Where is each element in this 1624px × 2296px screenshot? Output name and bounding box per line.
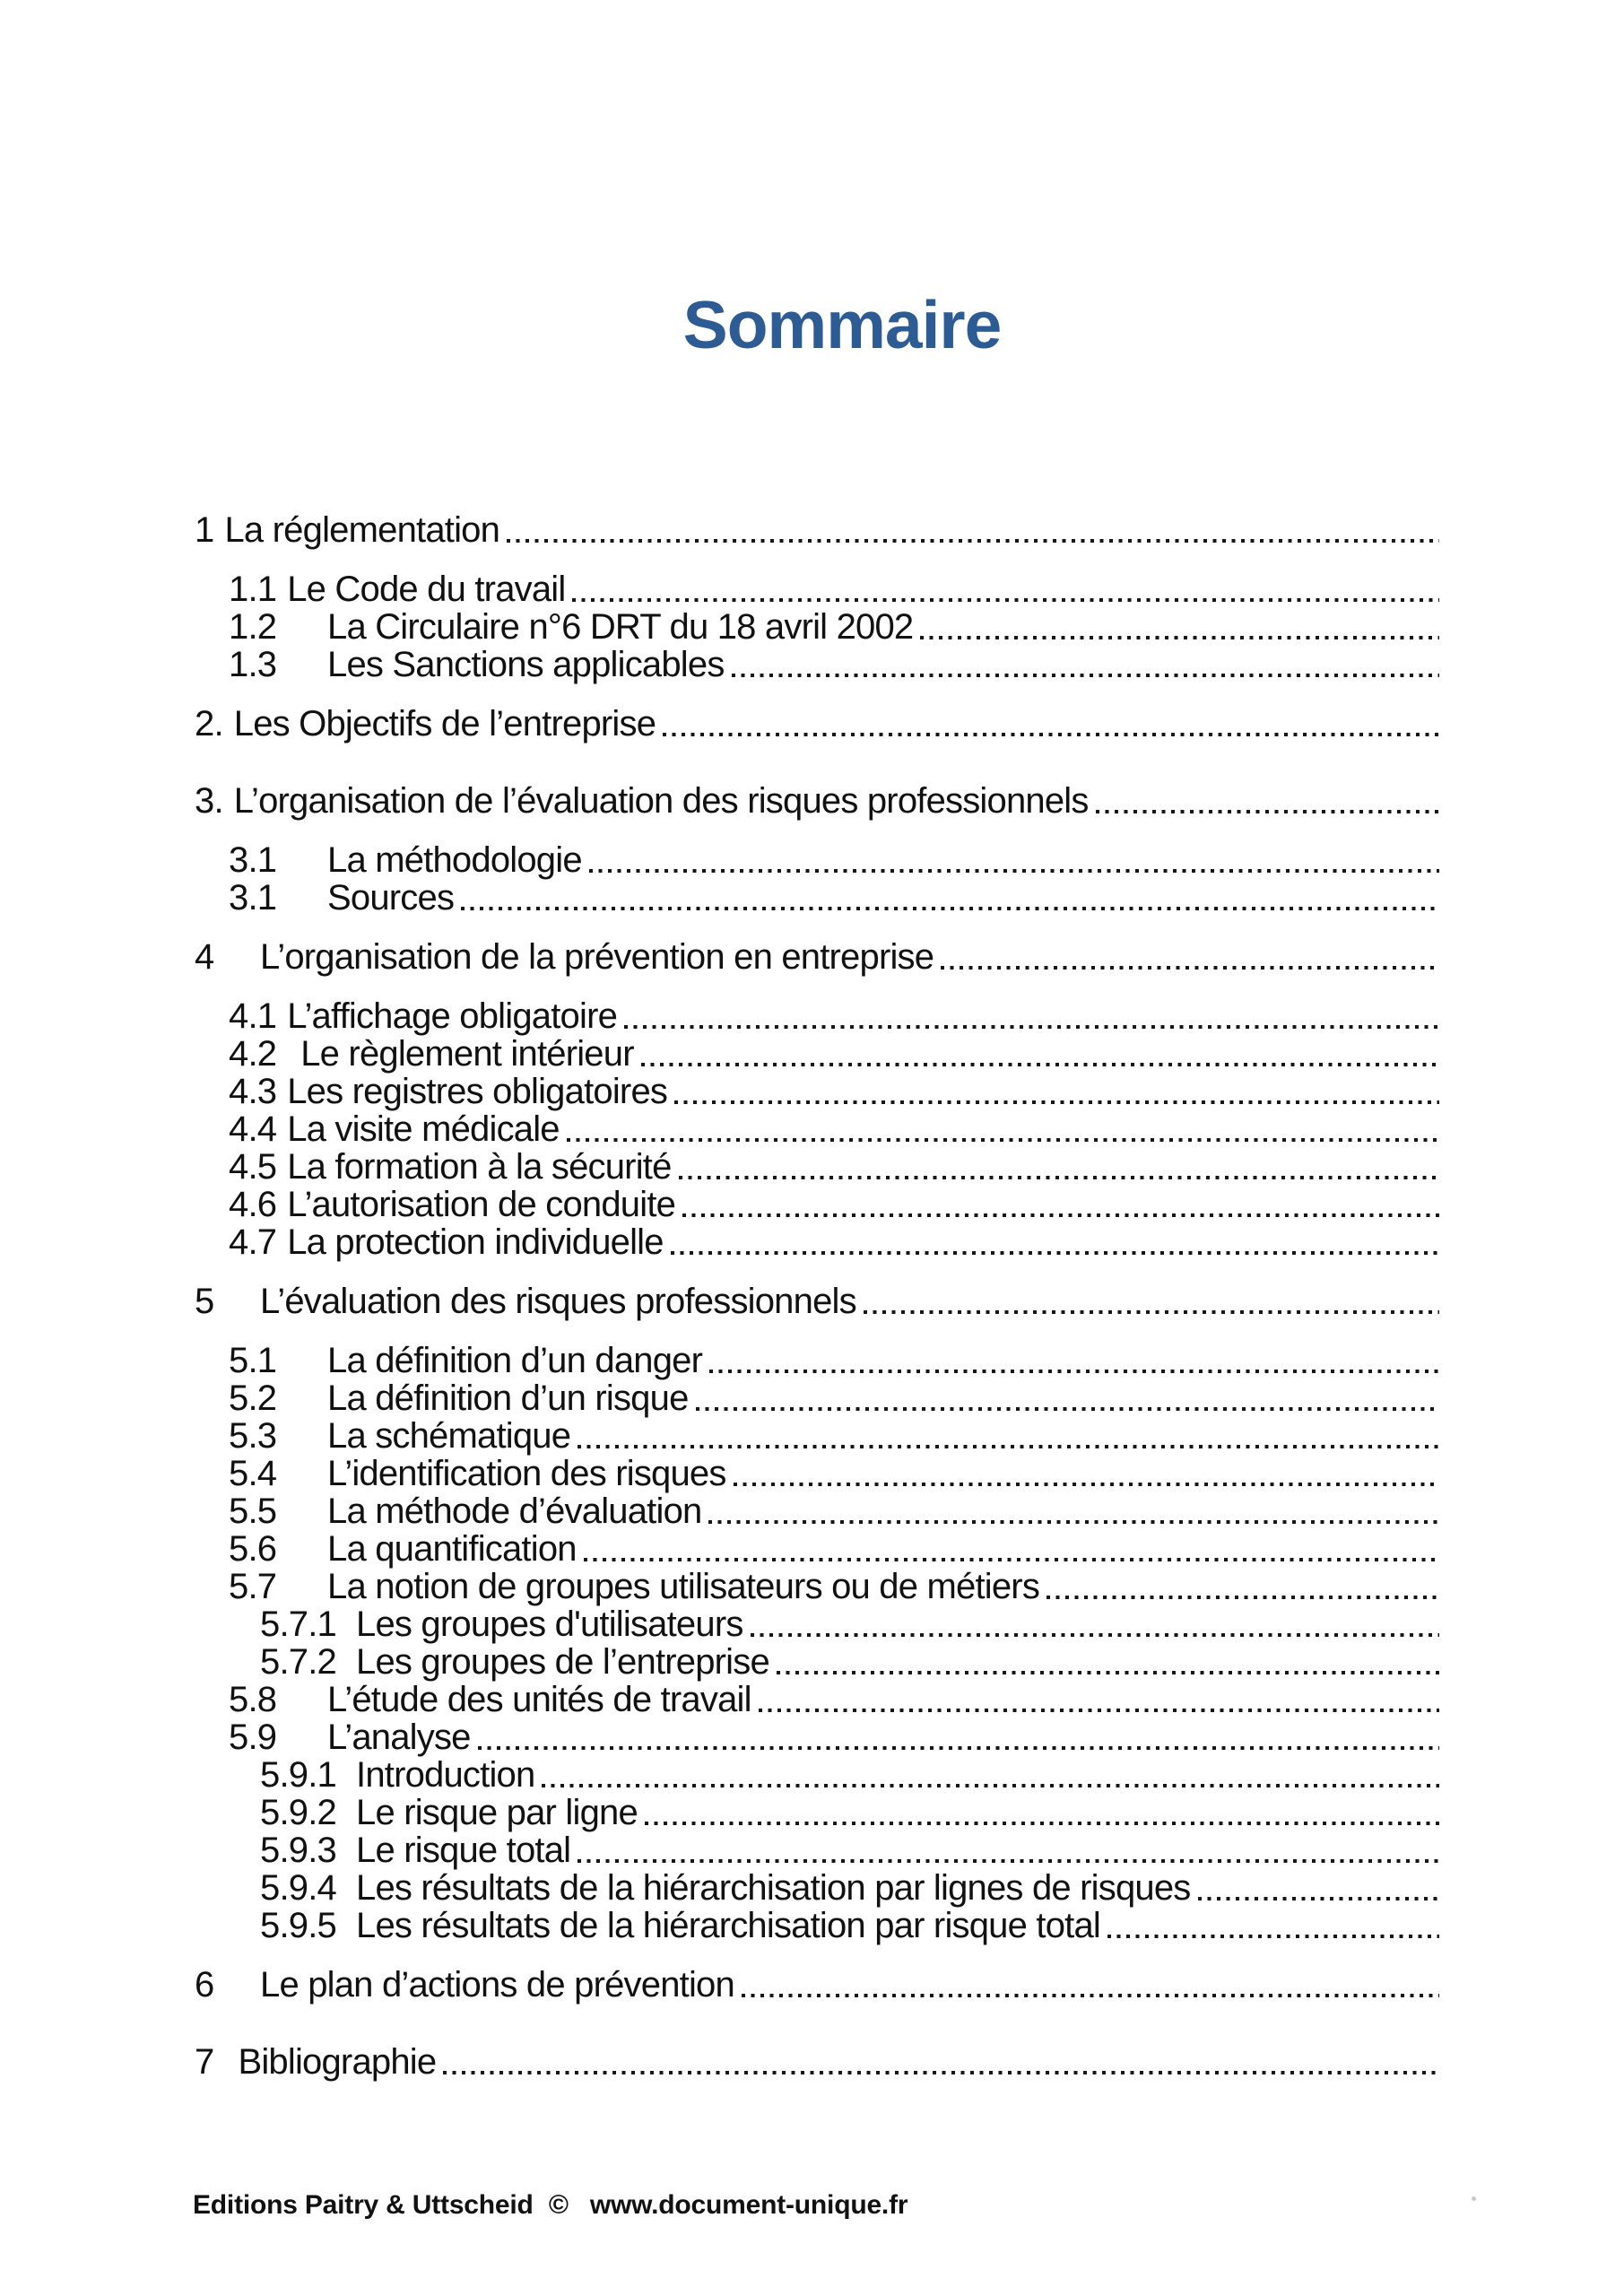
- toc-entry[interactable]: [184, 1035, 1441, 1073]
- toc-entry-label: La définition d’un risque: [327, 1378, 689, 1418]
- dot-leader: [565, 570, 1441, 608]
- toc-entry-label: Le règlement intérieur: [300, 1034, 634, 1074]
- footer-publisher: Editions Paitry & Uttscheid: [193, 2190, 534, 2220]
- toc-entry-number: 5.7.1: [260, 1605, 336, 1644]
- toc-entry-number: 5.9.1: [260, 1755, 336, 1795]
- dot-leader: [701, 1492, 1441, 1530]
- toc-entry-label: Les groupes de l’entreprise: [356, 1642, 769, 1682]
- toc-entry-label: La Circulaire n°6 DRT du 18 avril 2002: [327, 607, 914, 647]
- toc-entry[interactable]: [184, 1907, 1441, 1944]
- dot-leader: [582, 841, 1441, 879]
- toc-entry[interactable]: [184, 1718, 1441, 1756]
- toc-entry-label: L’étude des unités de travail: [327, 1680, 751, 1719]
- toc-entry-label: La protection individuelle: [287, 1222, 664, 1262]
- toc-entry-number: 1: [195, 510, 214, 550]
- toc-entry[interactable]: [184, 646, 1441, 683]
- toc-entry-label: Les résultats de la hiérarchisation par risque total: [356, 1906, 1100, 1945]
- toc-entry-label: Les Sanctions applicables: [327, 645, 725, 684]
- toc-entry-label: La schématique: [327, 1416, 571, 1456]
- dot-leader: [560, 1110, 1441, 1148]
- toc-entry[interactable]: [184, 1223, 1441, 1261]
- page-footer: [193, 2189, 908, 2222]
- dot-leader: [454, 879, 1441, 917]
- dot-leader: [672, 1148, 1441, 1186]
- toc-entry-number: 1.1: [229, 570, 277, 609]
- toc-entry-number: 6: [195, 1965, 214, 2005]
- toc-entry[interactable]: [184, 1148, 1441, 1186]
- toc-entry-number: 3.1: [229, 878, 277, 918]
- toc-entry-label: L’analyse: [327, 1718, 471, 1757]
- toc-entry-number: 5: [195, 1282, 214, 1321]
- toc-entry-number: 4.5: [229, 1147, 277, 1187]
- toc-entry-number: 5.4: [229, 1454, 277, 1493]
- toc-entry[interactable]: [184, 1379, 1441, 1417]
- toc-entry[interactable]: [184, 1342, 1441, 1379]
- toc-entry-label: Les groupes d'utilisateurs: [356, 1605, 743, 1644]
- toc-entry[interactable]: [184, 1643, 1441, 1681]
- toc-entry-label: Bibliographie: [238, 2042, 437, 2082]
- toc-entry-label: L’autorisation de conduite: [287, 1185, 676, 1224]
- toc-entry[interactable]: [184, 1568, 1441, 1605]
- toc-entry-number: 4.4: [229, 1109, 277, 1149]
- dot-leader: [570, 1417, 1441, 1455]
- toc-entry-label: La méthodologie: [327, 840, 582, 880]
- toc-entry-label: La réglementation: [224, 510, 500, 550]
- toc-entry-number: 5.9: [229, 1718, 277, 1757]
- toc-entry-label: Le risque total: [356, 1831, 571, 1870]
- toc-entry[interactable]: [184, 1605, 1441, 1643]
- dot-leader: [702, 1342, 1441, 1379]
- toc-entry[interactable]: [184, 1455, 1441, 1492]
- copyright-icon: ©: [548, 2190, 569, 2220]
- dot-leader: [913, 608, 1441, 646]
- toc-entry-number: 5.9.2: [260, 1793, 336, 1832]
- toc-entry-number: 1.2: [229, 607, 277, 647]
- toc-entry-number: 4.3: [229, 1072, 277, 1111]
- dot-leader: [726, 1455, 1441, 1492]
- toc-entry-label: Introduction: [356, 1755, 535, 1795]
- dot-leader: [856, 1283, 1441, 1320]
- toc-entry-label: Le plan d’actions de prévention: [260, 1965, 734, 2005]
- toc-entry[interactable]: [184, 1283, 1441, 1320]
- toc-entry-number: 5.9.3: [260, 1831, 336, 1870]
- dot-leader: [751, 1681, 1441, 1718]
- toc-entry-label: La formation à la sécurité: [287, 1147, 672, 1187]
- dot-leader: [675, 1186, 1441, 1223]
- dot-leader: [664, 1223, 1441, 1261]
- toc-entry-number: 5.5: [229, 1492, 277, 1531]
- toc-entry-number: 7: [195, 2042, 214, 2082]
- dot-leader: [436, 2043, 1441, 2081]
- footer-website[interactable]: www.document-unique.fr: [589, 2190, 908, 2220]
- page-title: Sommaire: [682, 287, 1002, 362]
- toc-entry[interactable]: [184, 1966, 1441, 2004]
- toc-entry-number: 4.2: [229, 1034, 277, 1074]
- toc-entry-label: Le Code du travail: [287, 570, 566, 609]
- toc-entry[interactable]: [184, 997, 1441, 1035]
- dot-leader: [1089, 782, 1441, 820]
- dot-leader: [570, 1831, 1441, 1869]
- toc-entry[interactable]: [184, 879, 1441, 917]
- toc-entry[interactable]: [184, 1831, 1441, 1869]
- toc-entry-label: La méthode d’évaluation: [327, 1492, 702, 1531]
- toc-entry-label: L’organisation de l’évaluation des risques professionnels: [233, 781, 1089, 821]
- toc-entry[interactable]: [184, 1110, 1441, 1148]
- toc-entry[interactable]: [184, 1869, 1441, 1907]
- toc-entry-number: 3.1: [229, 840, 277, 880]
- toc-entry[interactable]: [184, 570, 1441, 608]
- toc-entry-label: Le risque par ligne: [356, 1793, 638, 1832]
- toc-entry[interactable]: [184, 1681, 1441, 1718]
- toc-entry[interactable]: [184, 1756, 1441, 1794]
- dot-leader: [743, 1605, 1441, 1643]
- toc-entry-label: L’évaluation des risques professionnels: [260, 1282, 856, 1321]
- toc-entry-number: 5.3: [229, 1416, 277, 1456]
- toc-entry-label: La notion de groupes utilisateurs ou de métiers: [327, 1567, 1040, 1606]
- toc-entry-number: 4.7: [229, 1222, 277, 1262]
- toc-entry-number: 5.9.5: [260, 1906, 336, 1945]
- table-of-contents: [184, 511, 1441, 2081]
- toc-entry-number: 3.: [195, 781, 223, 821]
- dot-leader: [725, 646, 1441, 683]
- dot-leader: [1039, 1568, 1441, 1605]
- dot-leader: [638, 1794, 1441, 1831]
- toc-entry-label: La définition d’un danger: [327, 1341, 703, 1380]
- dot-leader: [634, 1035, 1441, 1073]
- dot-leader: [471, 1718, 1441, 1756]
- toc-entry-label: L’organisation de la prévention en entreprise: [260, 937, 934, 977]
- toc-entry-label: La visite médicale: [287, 1109, 560, 1149]
- toc-entry[interactable]: [184, 705, 1441, 743]
- dot-leader: [656, 705, 1441, 743]
- toc-entry[interactable]: [184, 1530, 1441, 1568]
- toc-entry-number: 5.8: [229, 1680, 277, 1719]
- toc-entry[interactable]: [184, 841, 1441, 879]
- toc-entry[interactable]: [184, 1186, 1441, 1223]
- toc-entry-label: La quantification: [327, 1529, 577, 1569]
- toc-entry-number: 4: [195, 937, 214, 977]
- dot-leader: [577, 1530, 1441, 1568]
- toc-entry-label: L’affichage obligatoire: [287, 996, 618, 1036]
- dot-leader: [1100, 1907, 1441, 1944]
- toc-entry-number: 4.6: [229, 1185, 277, 1224]
- dot-leader: [734, 1966, 1441, 2004]
- toc-entry[interactable]: [184, 782, 1441, 820]
- dot-leader: [617, 997, 1441, 1035]
- dot-leader: [769, 1643, 1441, 1681]
- toc-entry-number: 5.7: [229, 1567, 277, 1606]
- toc-entry[interactable]: [184, 1417, 1441, 1455]
- toc-entry-number: 1.3: [229, 645, 277, 684]
- dot-leader: [689, 1379, 1441, 1417]
- toc-entry[interactable]: [184, 1073, 1441, 1110]
- toc-entry[interactable]: [184, 938, 1441, 976]
- toc-entry-number: 4.1: [229, 996, 277, 1036]
- toc-entry-number: 2.: [195, 704, 223, 744]
- dot-leader: [667, 1073, 1441, 1110]
- toc-entry-number: 5.1: [229, 1341, 277, 1380]
- dot-leader: [534, 1756, 1441, 1794]
- toc-entry[interactable]: [184, 2043, 1441, 2081]
- toc-entry[interactable]: [184, 1492, 1441, 1530]
- toc-entry-label: Les Objectifs de l’entreprise: [233, 704, 656, 744]
- toc-entry-number: 5.2: [229, 1378, 277, 1418]
- dot-leader: [499, 511, 1441, 549]
- faint-page-mark: [1472, 2196, 1476, 2201]
- toc-entry[interactable]: [184, 511, 1441, 549]
- toc-entry-number: 5.9.4: [260, 1868, 336, 1908]
- toc-entry-number: 5.7.2: [260, 1642, 336, 1682]
- dot-leader: [934, 938, 1441, 976]
- dot-leader: [1191, 1869, 1442, 1907]
- toc-entry-label: Sources: [327, 878, 455, 918]
- toc-entry[interactable]: [184, 608, 1441, 646]
- toc-entry-number: 5.6: [229, 1529, 277, 1569]
- toc-entry-label: Les registres obligatoires: [287, 1072, 668, 1111]
- toc-entry-label: Les résultats de la hiérarchisation par lignes de risques: [356, 1868, 1191, 1908]
- toc-entry[interactable]: [184, 1794, 1441, 1831]
- toc-entry-label: L’identification des risques: [327, 1454, 726, 1493]
